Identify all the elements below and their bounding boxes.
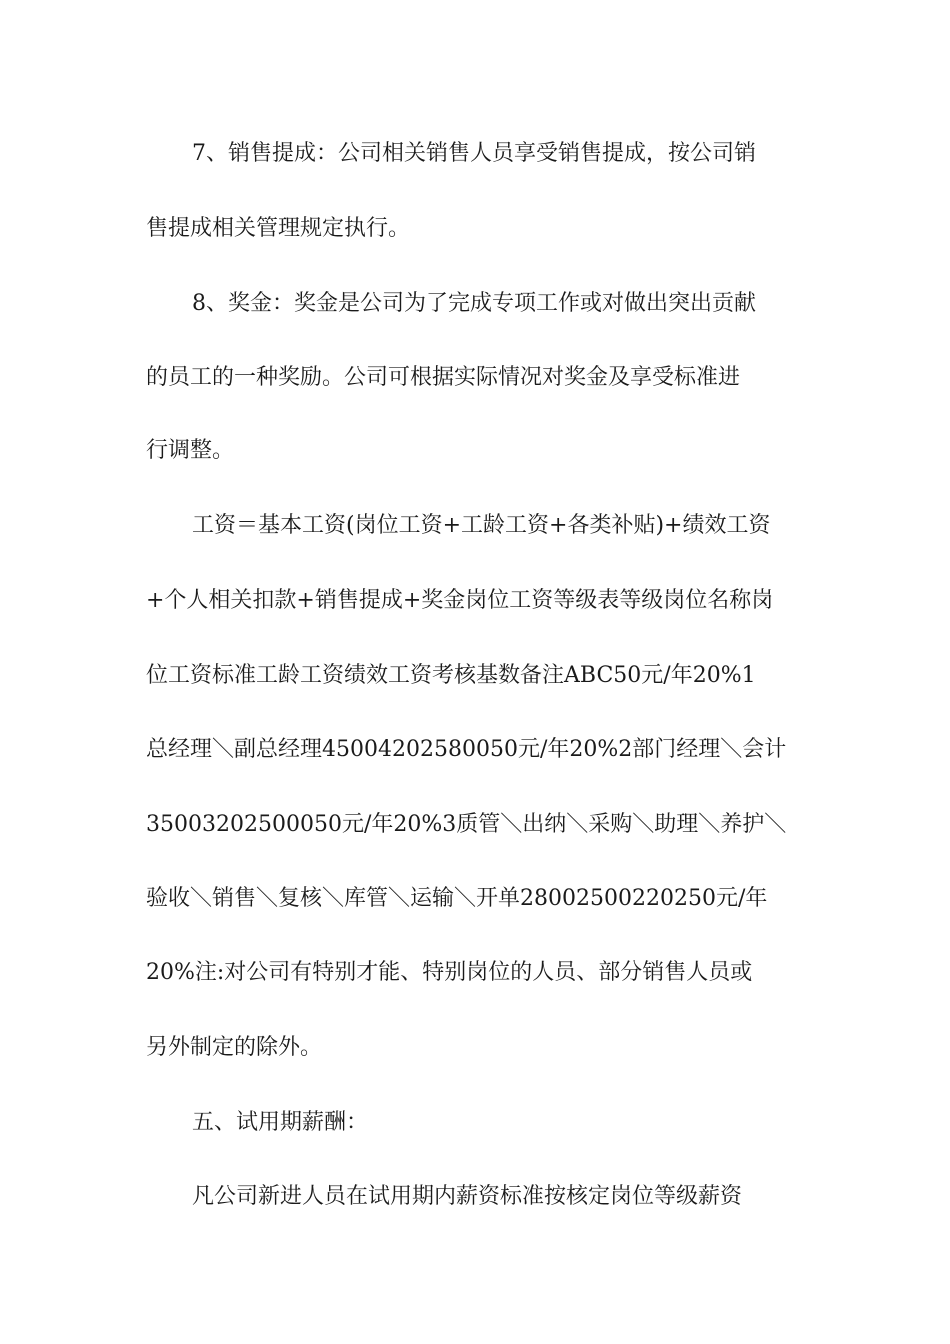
paragraph-sales-commission-line-1: 7、销售提成：公司相关销售人员享受销售提成，按公司销 <box>192 141 756 166</box>
paragraph-bonus-line-3: 行调整。 <box>146 438 235 463</box>
paragraph-salary-formula-line-6: 验收＼销售＼复核＼库管＼运输＼开单28002500220250元/年 <box>146 886 768 911</box>
paragraph-salary-formula-line-2: +个人相关扣款+销售提成+奖金岗位工资等级表等级岗位名称岗 <box>146 588 774 613</box>
section-heading-probation-pay: 五、试用期薪酬： <box>192 1110 369 1135</box>
paragraph-probation-line-1: 凡公司新进人员在试用期内薪资标准按核定岗位等级薪资 <box>192 1184 743 1209</box>
paragraph-salary-formula-line-1: 工资＝基本工资(岗位工资+工龄工资+各类补贴)+绩效工资 <box>192 513 771 538</box>
paragraph-salary-formula-line-4: 总经理＼副总经理45004202580050元/年20%2部门经理＼会计 <box>146 737 787 762</box>
paragraph-salary-formula-line-8: 另外制定的除外。 <box>146 1035 323 1060</box>
paragraph-bonus-line-1: 8、奖金：奖金是公司为了完成专项工作或对做出突出贡献 <box>192 291 756 316</box>
paragraph-bonus-line-2: 的员工的一种奖励。公司可根据实际情况对奖金及享受标准进 <box>146 365 741 390</box>
paragraph-salary-formula-line-5: 35003202500050元/年20%3质管＼出纳＼采购＼助理＼养护＼ <box>146 812 787 837</box>
paragraph-sales-commission-line-2: 售提成相关管理规定执行。 <box>146 216 411 241</box>
paragraph-salary-formula-line-7: 20%注:对公司有特别才能、特别岗位的人员、部分销售人员或 <box>146 960 753 985</box>
paragraph-salary-formula-line-3: 位工资标准工龄工资绩效工资考核基数备注ABC50元/年20%1 <box>146 663 756 688</box>
